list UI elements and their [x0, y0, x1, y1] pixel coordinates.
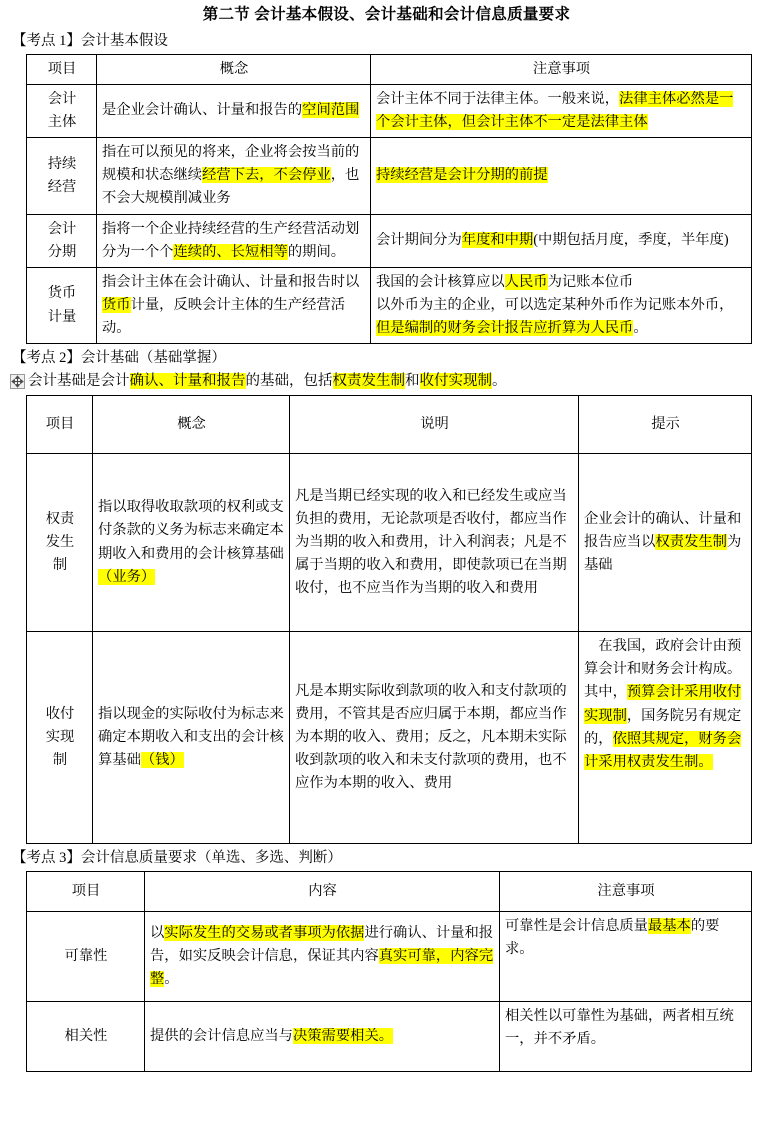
row-notes-cell: 我国的会计核算应以人民币为记账本位币 以外币为主的企业，可以选定某种外币作为记账本外币，但是编制的财务会计报告应折算为人民币。 [371, 267, 752, 343]
row-description-cell: 凡是当期已经实现的收入和已经发生或应当负担的费用，无论款项是否收付，都应当作为当期的收入和费用，计入利润表；凡是不属于当期的收入和费用，即使款项已在当期收付，也不应当作为当期的收入和费用 [290, 454, 579, 632]
table-row [27, 267, 752, 343]
row-content-cell: 提供的会计信息应当与决策需要相关。 [145, 1002, 500, 1072]
section-heading-1: 【考点 1】会计基本假设 [12, 32, 168, 49]
row-item-label: 会计 主体 [27, 84, 97, 137]
table-row [27, 1002, 752, 1072]
column-header-item: 项目 [27, 872, 145, 912]
row-content-cell: 以实际发生的交易或者事项为依据进行确认、计量和报告，如实反映会计信息，保证其内容真实可靠，内容完整。 [145, 912, 500, 1002]
column-header-content: 内容 [145, 872, 500, 912]
table-information-quality [26, 871, 752, 1072]
row-notes-cell: 会计主体不同于法律主体。一般来说，法律主体必然是一个会计主体，但会计主体不一定是法律主体 [371, 84, 752, 137]
row-item-label: 持续 经营 [27, 138, 97, 214]
column-header-notes: 注意事项 [500, 872, 752, 912]
table-row [27, 912, 752, 1002]
section-2-intro [12, 371, 763, 393]
table-header-row [27, 54, 752, 84]
table-row [27, 632, 752, 844]
row-notes-cell: 会计期间分为年度和中期(中期包括月度，季度，半年度) [371, 214, 752, 267]
row-concept-cell: 指将一个企业持续经营的生产经营活动划分为一个个连续的、长短相等的期间。 [97, 214, 371, 267]
column-header-description: 说明 [290, 396, 579, 454]
row-item-label: 可靠性 [27, 912, 145, 1002]
column-header-item: 项目 [27, 54, 97, 84]
row-item-label: 权责 发生 制 [27, 454, 93, 632]
column-header-item: 项目 [27, 396, 93, 454]
row-notes-cell: 相关性以可靠性为基础，两者相互统一，并不矛盾。 [500, 1002, 752, 1072]
row-notes-cell: 可靠性是会计信息质量最基本的要求。 [500, 912, 752, 1002]
row-concept-cell: 指会计主体在会计确认、计量和报告时以货币计量，反映会计主体的生产经营活动。 [97, 267, 371, 343]
table-accounting-assumptions [26, 54, 752, 345]
row-concept-cell: 指在可以预见的将来，企业将会按当前的规模和状态继续经营下去，不会停业，也不会大规模削减业务 [97, 138, 371, 214]
section-heading-3: 【考点 3】会计信息质量要求（单选、多选、判断） [12, 850, 342, 867]
section-heading-2: 【考点 2】会计基础（基础掌握） [12, 350, 226, 367]
table-row [27, 454, 752, 632]
row-description-cell: 凡是本期实际收到款项的收入和支付款项的费用，不管其是否应归属于本期，都应当作为本期的收入、费用；反之，凡本期未实际收到款项的收入和未支付款项的费用，也不应作为本期的收入、费用 [290, 632, 579, 844]
table-row [27, 84, 752, 137]
row-item-label: 收付 实现 制 [27, 632, 93, 844]
row-concept-cell: 指以现金的实际收付为标志来确定本期收入和支出的会计核算基础（钱） [93, 632, 290, 844]
column-header-concept: 概念 [93, 396, 290, 454]
table-row [27, 214, 752, 267]
table-row [27, 138, 752, 214]
row-notes-cell: 持续经营是会计分期的前提 [371, 138, 752, 214]
page-title: 第二节 会计基本假设、会计基础和会计信息质量要求 [202, 6, 571, 23]
row-item-label: 会计 分期 [27, 214, 97, 267]
column-header-tip: 提示 [579, 396, 752, 454]
table-accounting-basis [26, 395, 752, 844]
table-header-row [27, 872, 752, 912]
row-tip-cell: 在我国，政府会计由预算会计和财务会计构成。其中，预算会计采用收付实现制，国务院另有规定的，依照其规定，财务会计采用权责发生制。 [579, 632, 752, 844]
move-handle-icon[interactable] [10, 374, 25, 389]
row-item-label: 货币 计量 [27, 267, 97, 343]
table-header-row [27, 396, 752, 454]
row-concept-cell: 指以取得收取款项的权利或支付条款的义务为标志来确定本期收入和费用的会计核算基础（业务） [93, 454, 290, 632]
section-2-intro-text: 会计基础是会计确认、计量和报告的基础，包括权责发生制和收付实现制。 [28, 373, 507, 390]
column-header-concept: 概念 [97, 54, 371, 84]
row-tip-cell: 企业会计的确认、计量和报告应当以权责发生制为基础 [579, 454, 752, 632]
column-header-notes: 注意事项 [371, 54, 752, 84]
row-concept-cell: 是企业会计确认、计量和报告的空间范围 [97, 84, 371, 137]
row-item-label: 相关性 [27, 1002, 145, 1072]
